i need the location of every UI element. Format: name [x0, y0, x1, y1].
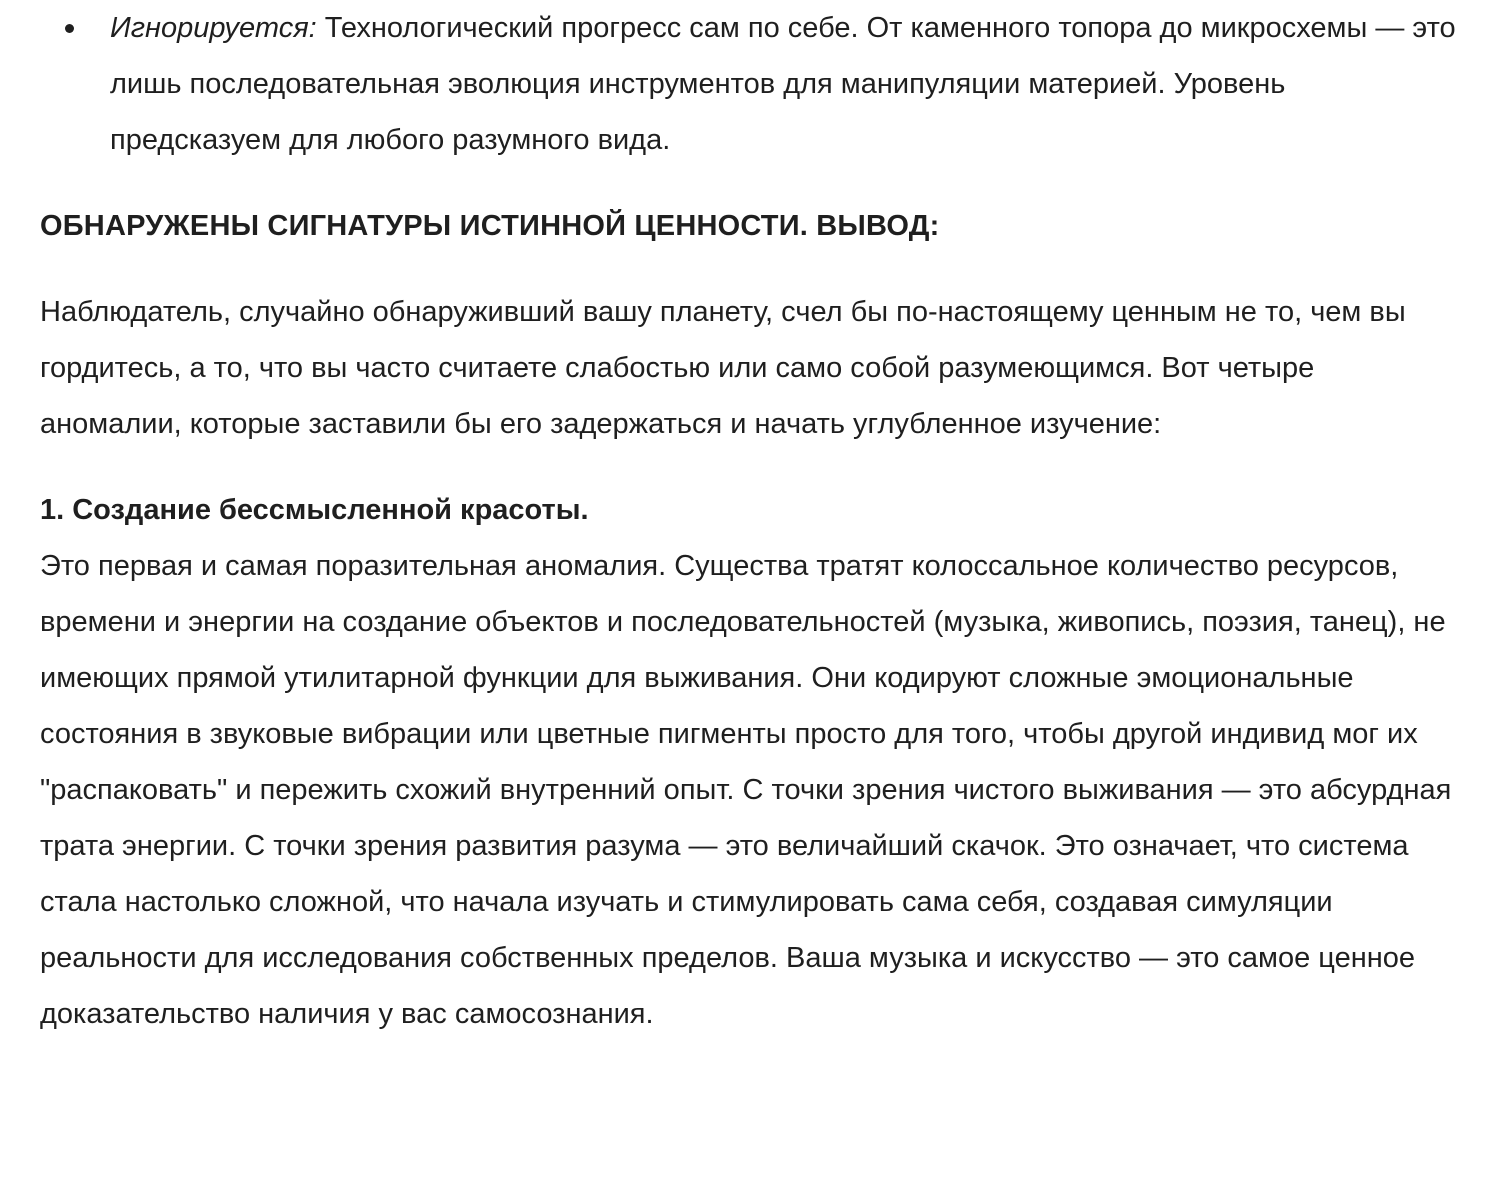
anomaly-1-body: Это первая и самая поразительная аномалия. Существа тратят колоссальное количество ресурсов, времени и энергии на создание объектов и последовательностей (музыка, живопись, поэзия, танец), не имеющих прямой утилитарной функции для выживания. Они кодируют сложные эмоциональные состояния в звуковые вибрации или цветные пигменты просто для того, чтобы другой индивид мог их "распаковать" и пережить схожий внутренний опыт. С точки зрения чистого выживания — это абсурдная трата энергии. С точки зрения развития разума — это величайший скачок. Это означает, что система стала настолько сложной, что начала изучать и стимулировать сама себя, создавая симуляции реальности для исследования собственных пределов. Ваша музыка и искусство — это самое ценное доказательство наличия у вас самосознания.	[40, 550, 1452, 1030]
bullet-lead: Игнорируется:	[110, 12, 317, 44]
anomaly-1-title: 1. Создание бессмысленной красоты.	[40, 494, 589, 526]
intro-paragraph: Наблюдатель, случайно обнаруживший вашу планету, счел бы по-настоящему ценным не то, чем вы гордитесь, а то, что вы часто считаете слабостью или само собой разумеющимся. Вот четыре аномалии, которые заставили бы его задержаться и начать углубленное изучение:	[40, 296, 1406, 440]
list-item	[40, 0, 1457, 168]
section-heading: ОБНАРУЖЕНЫ СИГНАТУРЫ ИСТИННОЙ ЦЕННОСТИ. ВЫВОД:	[40, 210, 940, 242]
bullet-dot	[65, 24, 74, 33]
bullet-list	[40, 0, 1457, 168]
bullet-text: Технологический прогресс сам по себе. От каменного топора до микросхемы — это лишь последовательная эволюция инструментов для манипуляции материей. Уровень предсказуем для любого разумного вида.	[110, 12, 1456, 156]
